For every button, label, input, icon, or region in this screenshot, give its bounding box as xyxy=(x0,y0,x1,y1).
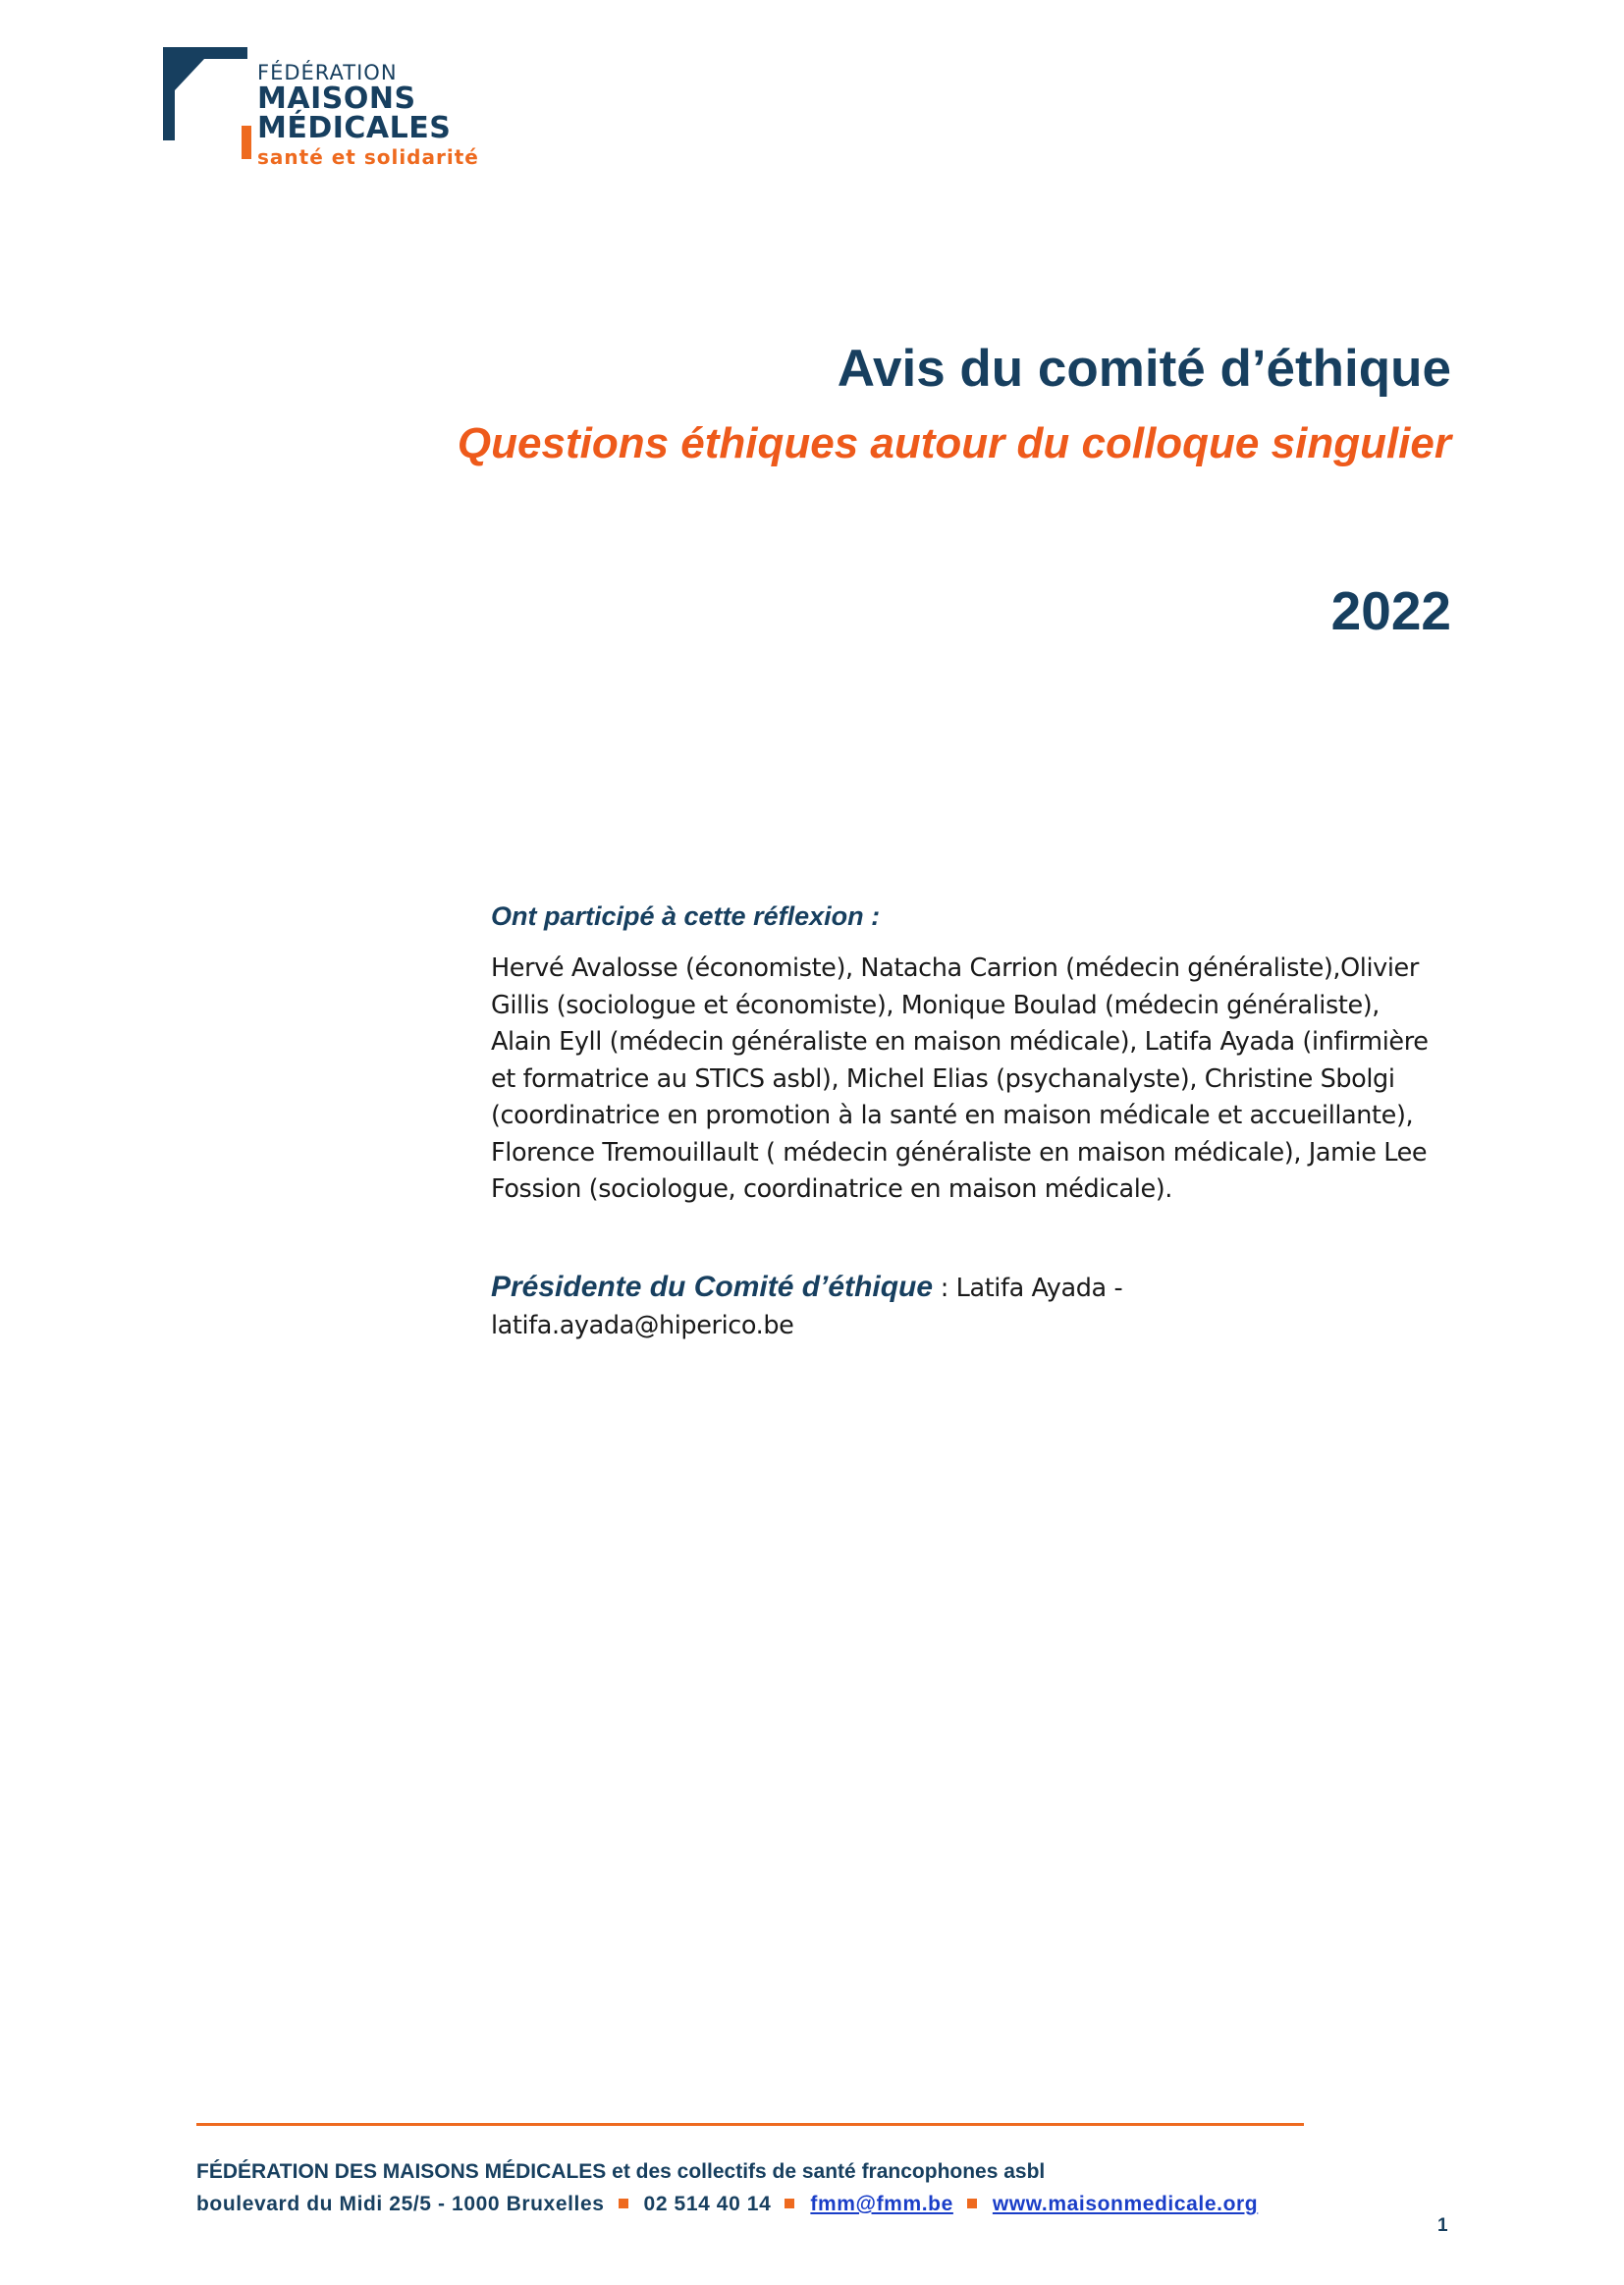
footer-phone: 02 514 40 14 xyxy=(643,2193,772,2215)
participants-line: (coordinatrice en promotion à la santé en maison médicale et accueillante), xyxy=(491,1101,1414,1130)
president-email: latifa.ayada@hiperico.be xyxy=(491,1310,794,1340)
logo-medicales: MÉDICALES xyxy=(257,111,452,145)
participants-heading: Ont participé à cette réflexion : xyxy=(491,901,881,931)
document-year: 2022 xyxy=(1330,580,1451,641)
bullet-square-icon xyxy=(619,2199,628,2208)
logo-tagline: santé et solidarité xyxy=(257,145,479,169)
president-label: Présidente du Comité d’éthique xyxy=(491,1271,934,1303)
participants-line: Gillis (sociologue et économiste), Monique Boulad (médecin généraliste), xyxy=(491,990,1380,1020)
logo xyxy=(163,47,497,170)
page-title: Avis du comité d’éthique xyxy=(837,340,1451,398)
president-name: Latifa Ayada - xyxy=(955,1274,1123,1303)
bullet-square-icon xyxy=(785,2199,794,2208)
participants-line: et formatrice au STICS asbl), Michel Elias (psychanalyste), Christine Sbolgi xyxy=(491,1063,1395,1094)
bullet-square-icon xyxy=(967,2199,977,2208)
president-separator: : xyxy=(933,1274,956,1303)
participants-line: Alain Eyll (médecin généraliste en maison médicale), Latifa Ayada (infirmière xyxy=(491,1027,1429,1057)
participants-line: Florence Tremouillault ( médecin généraliste en maison médicale), Jamie Lee xyxy=(491,1137,1428,1168)
logo-federation: FÉDÉRATION xyxy=(257,61,398,84)
footer-website-link[interactable]: www.maisonmedicale.org xyxy=(992,2193,1259,2215)
footer-organization: FÉDÉRATION DES MAISONS MÉDICALES et des collectifs de santé francophones asbl xyxy=(196,2160,1046,2183)
participants-line: Hervé Avalosse (économiste), Natacha Carrion (médecin généraliste),Olivier xyxy=(491,953,1419,983)
footer-divider xyxy=(196,2123,1304,2126)
participants-line: Fossion (sociologue, coordinatrice en maison médicale). xyxy=(491,1174,1172,1204)
participants-list xyxy=(491,951,1463,1209)
footer-contact xyxy=(196,2193,1258,2216)
logo-maisons: MAISONS xyxy=(257,82,416,116)
footer-address: boulevard du Midi 25/5 - 1000 Bruxelles xyxy=(196,2193,605,2215)
president-block xyxy=(491,1269,1463,1344)
house-logo-icon xyxy=(163,47,251,170)
footer-email-link[interactable]: fmm@fmm.be xyxy=(810,2193,953,2215)
page-number: 1 xyxy=(1437,2215,1448,2236)
logo-wordmark xyxy=(257,61,479,171)
page-subtitle: Questions éthiques autour du colloque singulier xyxy=(457,419,1451,467)
